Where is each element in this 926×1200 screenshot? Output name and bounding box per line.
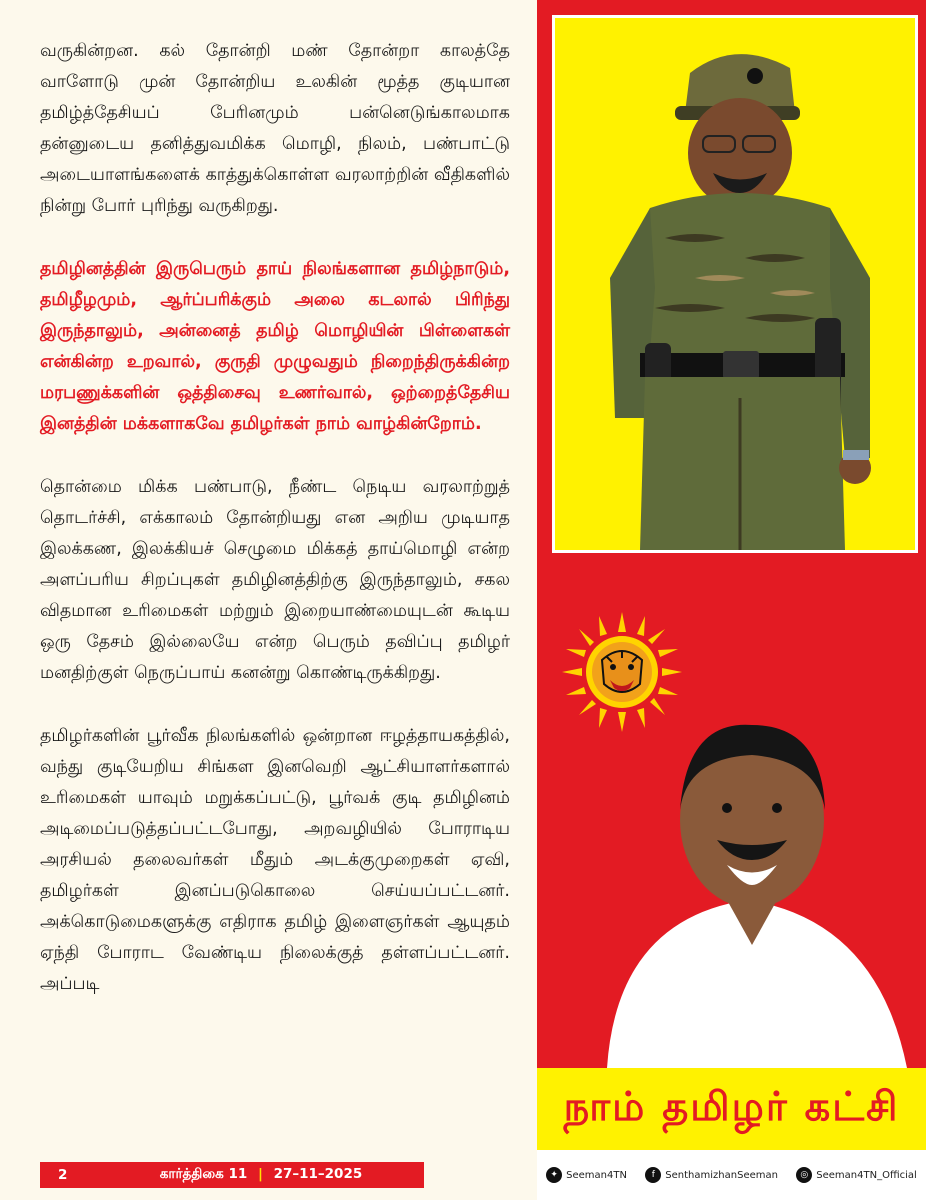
uniform-portrait-illustration <box>555 18 915 550</box>
issue-month: கார்த்திகை 11 <box>159 1166 248 1182</box>
white-shirt-portrait-illustration <box>577 700 926 1068</box>
paragraph-4: தமிழர்களின் பூர்வீக நிலங்களில் ஒன்றான ஈழத்தாயகத்தில், வந்து குடியேறிய சிங்கள இனவெறி ஆட்சியாளர்களால் உரிமைகள் யாவும் மறுக்கப்பட்டு, பூர்வக் குடி தமிழினம் அடிமைப்படுத்தப்பட்டபோது, அறவழியில் போராடிய அரசியல் தலைவர்கள் மீதும் அடக்குமுறைகள் ஏவி, தமிழர்கள் இனப்படுகொலை செய்யப்பட்டனர். அக்கொடுமைகளுக்கு எதிராக தமிழ் இளைஞர்கள் ஆயுதம் ஏந்தி போராட வேண்டிய நிலைக்குத் தள்ளப்பட்டனர். அப்படி <box>40 726 510 994</box>
leader-photo-bottom <box>577 700 926 1068</box>
right-panel <box>537 0 926 1200</box>
social-facebook[interactable] <box>645 1167 778 1183</box>
paragraph-2-highlight: தமிழினத்தின் இருபெரும் தாய் நிலங்களான தமிழ்நாடும், தமிழீழமும், ஆர்ப்பரிக்கும் அலை கடலால் பிரிந்து இருந்தாலும், அன்னைத் தமிழ் மொழியின் பிள்ளைகள் என்கின்ற உறவால், குருதி முழுவதும் நிறைந்திருக்கின்ற மரபணுக்களின் ஒத்திசைவு உணர்வால், ஒற்றைத்தேசிய இனத்தின் மக்களாகவே தமிழர்கள் நாம் வாழ்கின்றோம். <box>40 259 510 434</box>
leader-photo-top <box>552 15 918 553</box>
instagram-icon: ◎ <box>796 1167 812 1183</box>
page-footer <box>40 1162 424 1188</box>
issue-date <box>98 1166 424 1184</box>
issue-full-date: 27–11–2025 <box>273 1166 363 1182</box>
date-separator: | <box>257 1166 263 1182</box>
party-banner <box>537 1068 926 1150</box>
article-body <box>40 36 510 1032</box>
party-name: நாம் தமிழர் கட்சி <box>563 1083 900 1130</box>
social-instagram[interactable] <box>796 1167 917 1183</box>
facebook-handle: SenthamizhanSeeman <box>665 1169 778 1181</box>
paragraph-1: வருகின்றன. கல் தோன்றி மண் தோன்றா காலத்தே வாளோடு முன் தோன்றிய உலகின் மூத்த குடியான தமிழ்த்தேசியப் பேரினமும் பன்னெடுங்காலமாக தன்னுடைய தனித்துவமிக்க மொழி, நிலம், பண்பாட்டு அடையாளங்களைக் காத்துக்கொள்ள வரலாற்றின் வீதிகளில் நின்று போர் புரிந்து வருகிறது. <box>40 41 510 216</box>
twitter-handle: Seeman4TN <box>566 1169 627 1181</box>
paragraph-3: தொன்மை மிக்க பண்பாடு, நீண்ட நெடிய வரலாற்றுத் தொடர்ச்சி, எக்காலம் தோன்றியது என அறிய முடியாத இலக்கண, இலக்கியச் செழுமை மிக்கத் தாய்மொழி என்ற அளப்பரிய சிறப்புகள் தமிழினத்திற்கு இருந்தாலும், சகல விதமான உரிமைகள் மற்றும் இறையாண்மையுடன் கூடிய ஒரு தேசம் இல்லையே என்ற பெரும் தவிப்பு தமிழர் மனதிற்குள் நெருப்பாய் கனன்று கொண்டிருக்கிறது. <box>40 477 510 683</box>
twitter-icon: ✦ <box>546 1167 562 1183</box>
social-twitter[interactable] <box>546 1167 627 1183</box>
facebook-icon: f <box>645 1167 661 1183</box>
instagram-handle: Seeman4TN_Official <box>816 1169 917 1181</box>
page-number: 2 <box>58 1167 68 1183</box>
social-links <box>537 1150 926 1200</box>
